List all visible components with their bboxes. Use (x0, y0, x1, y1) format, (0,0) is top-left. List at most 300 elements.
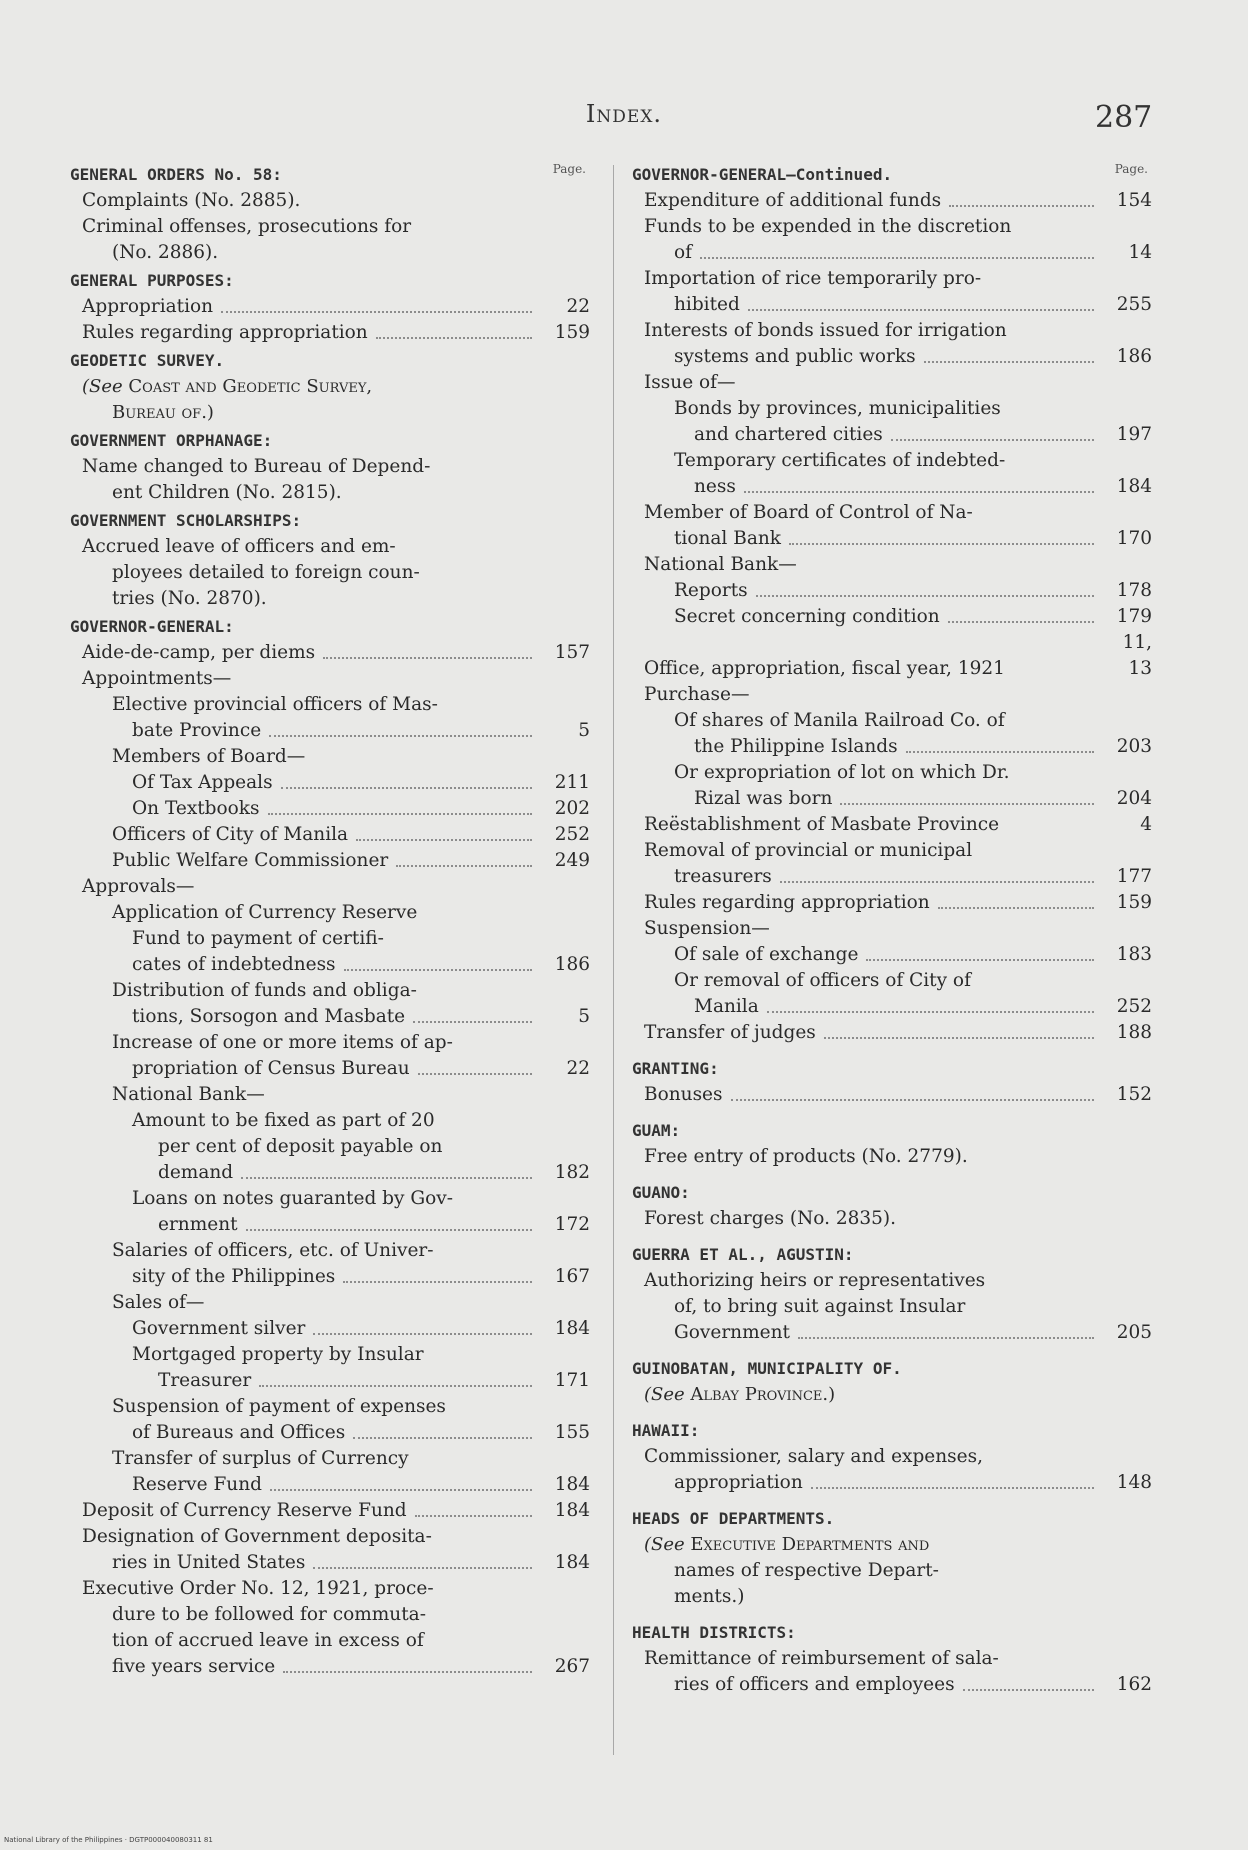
page-reference: 14 (1128, 242, 1152, 263)
index-entry (632, 1646, 1152, 1672)
index-entry (632, 240, 1152, 266)
page-reference: 22 (566, 296, 590, 317)
dot-leader (268, 813, 532, 815)
entry-text: Of sale of exchange (674, 944, 859, 965)
index-entry (632, 994, 1152, 1020)
page-reference: 167 (554, 1266, 590, 1287)
dot-leader (221, 311, 532, 313)
page-reference: 154 (1116, 190, 1152, 211)
dot-leader (866, 959, 1094, 961)
page-reference: 184 (554, 1500, 590, 1521)
index-entry (70, 586, 590, 612)
entry-text: National Bank— (112, 1084, 265, 1105)
entry-text: Suspension— (644, 918, 770, 939)
index-entry (632, 1294, 1152, 1320)
dot-leader (744, 491, 1094, 493)
index-entry (632, 1268, 1152, 1294)
dot-leader (780, 881, 1094, 883)
page-reference: 22 (566, 1058, 590, 1079)
index-entry (70, 1160, 590, 1186)
index-entry (70, 926, 590, 952)
page-reference: 155 (554, 1422, 590, 1443)
entry-text: ness (694, 476, 736, 497)
entry-text: Reëstablishment of Masbate Province (644, 814, 1000, 835)
index-entry (632, 864, 1152, 890)
see-target: Executive Departments and (690, 1534, 930, 1555)
entry-text: tions, Sorsogon and Masbate (132, 1006, 406, 1027)
index-entry (70, 692, 590, 718)
index-entry (70, 1290, 590, 1316)
page-reference: 186 (1116, 346, 1152, 367)
entry-text: cates of indebtedness (132, 954, 336, 975)
entry-text: Importation of rice temporarily pro- (644, 268, 982, 289)
dot-leader (246, 1229, 532, 1231)
dot-leader (415, 1515, 532, 1517)
page-reference: 203 (1116, 736, 1152, 757)
index-entry (632, 708, 1152, 734)
index-entry (70, 320, 590, 346)
see-prefix: (See (644, 1384, 691, 1405)
page-reference: 5 (578, 1006, 590, 1027)
entry-text: Executive Order No. 12, 1921, proce- (82, 1578, 434, 1599)
entry-text: Forest charges (No. 2835). (644, 1208, 897, 1229)
index-entry (632, 1144, 1152, 1170)
column-divider (613, 165, 614, 1755)
dot-leader (840, 803, 1094, 805)
index-entry (632, 318, 1152, 344)
entry-text: Secret concerning condition (674, 606, 940, 627)
index-entry (70, 1212, 590, 1238)
page-reference: 148 (1116, 1472, 1152, 1493)
page-reference: 188 (1116, 1022, 1152, 1043)
entry-text: Complaints (No. 2885). (82, 190, 301, 211)
page-reference: 159 (554, 322, 590, 343)
index-entry (632, 422, 1152, 448)
entry-text: hibited (674, 294, 740, 315)
index-entry (70, 640, 590, 666)
index-entry (70, 1550, 590, 1576)
index-entry (70, 1498, 590, 1524)
index-heading: HEADS OF DEPARTMENTS. (632, 1509, 835, 1528)
see-reference-text (82, 374, 372, 400)
entry-text: Criminal offenses, prosecutions for (82, 216, 412, 237)
dot-leader (891, 439, 1094, 441)
entry-text: Authorizing heirs or representatives (644, 1270, 986, 1291)
entry-text: Accrued leave of officers and em- (82, 536, 396, 557)
index-entry (632, 552, 1152, 578)
index-entry (632, 292, 1152, 318)
index-entry (632, 188, 1152, 214)
entry-text: bate Province (132, 720, 262, 741)
entry-text: Increase of one or more items of ap- (112, 1032, 453, 1053)
dot-leader (356, 839, 532, 841)
dot-leader (269, 735, 532, 737)
entry-text: Reserve Fund (132, 1474, 262, 1495)
entry-text: National Bank— (644, 554, 797, 575)
entry-text: Name changed to Bureau of Depend- (82, 456, 431, 477)
index-entry (632, 370, 1152, 396)
entry-text: ments.) (674, 1586, 745, 1607)
entry-text: Funds to be expended in the discretion (644, 216, 1012, 237)
index-heading: GOVERNOR-GENERAL—Continued. (632, 165, 893, 184)
dot-leader (343, 1281, 532, 1283)
entry-text: Office, appropriation, fiscal year, 1921 (644, 658, 1005, 679)
entry-text: Free entry of products (No. 2779). (644, 1146, 968, 1167)
index-entry (632, 1558, 1152, 1584)
entry-text: Member of Board of Control of Na- (644, 502, 973, 523)
entry-text: five years service (112, 1656, 276, 1677)
entry-text: of, to bring suit against Insular (674, 1296, 966, 1317)
index-entry (632, 1584, 1152, 1610)
entry-text: Government (674, 1322, 790, 1343)
index-entry (70, 1628, 590, 1654)
page-reference: 267 (554, 1656, 590, 1677)
entry-gap (632, 1496, 1152, 1504)
see-reference (632, 1532, 1152, 1558)
index-entry (632, 526, 1152, 552)
index-entry (632, 1020, 1152, 1046)
page-reference: 171 (554, 1370, 590, 1391)
entry-text: Expenditure of additional funds (644, 190, 942, 211)
index-entry (70, 1446, 590, 1472)
index-entry (70, 534, 590, 560)
entry-text: Purchase— (644, 684, 750, 705)
entry-gap (632, 1108, 1152, 1116)
entry-text: Issue of— (644, 372, 736, 393)
dot-leader (924, 361, 1094, 363)
index-entry (70, 1524, 590, 1550)
library-credit: National Library of the Philippines · DGTP000040080311 81 (4, 1836, 213, 1844)
entry-text: Appointments— (82, 668, 232, 689)
index-entry (632, 214, 1152, 240)
entry-text: ries of officers and employees (674, 1674, 955, 1695)
entry-text: Temporary certificates of indebted- (674, 450, 1006, 471)
entry-text: Bonds by provinces, municipalities (674, 398, 1001, 419)
dot-leader (756, 595, 1094, 597)
dot-leader (353, 1437, 532, 1439)
entry-text: ent Children (No. 2815). (112, 482, 342, 503)
entry-text: the Philippine Islands (694, 736, 898, 757)
index-entry (70, 666, 590, 692)
running-title: Index. (585, 100, 663, 128)
dot-leader (731, 1099, 1095, 1101)
index-entry (632, 1470, 1152, 1496)
index-entry (632, 630, 1152, 682)
index-entry (70, 744, 590, 770)
page-reference: 205 (1116, 1322, 1152, 1343)
entry-text: treasurers (674, 866, 772, 887)
page-column-label-right: Page. (1114, 162, 1148, 176)
page-reference: 197 (1116, 424, 1152, 445)
see-prefix: (See (644, 1534, 691, 1555)
entry-text: and chartered cities (694, 424, 883, 445)
entry-gap (632, 1610, 1152, 1618)
page-reference: 255 (1116, 294, 1152, 315)
dot-leader (313, 1567, 532, 1569)
entry-text: Of shares of Manila Railroad Co. of (674, 710, 1005, 731)
dot-leader (938, 907, 1094, 909)
page-reference: 184 (554, 1318, 590, 1339)
index-entry (632, 812, 1152, 838)
dot-leader (948, 621, 1094, 623)
index-entry (70, 240, 590, 266)
page-reference: 252 (554, 824, 590, 845)
entry-text: Members of Board— (112, 746, 306, 767)
index-entry (632, 266, 1152, 292)
entry-text: tion of accrued leave in excess of (112, 1630, 424, 1651)
index-heading: GUANO: (632, 1183, 690, 1202)
see-target: Coast and Geodetic Survey, (128, 376, 373, 397)
index-entry (70, 1472, 590, 1498)
index-entry (70, 770, 590, 796)
entry-text: (No. 2886). (112, 242, 219, 263)
index-entry (632, 500, 1152, 526)
dot-leader (963, 1689, 1094, 1691)
page-reference: 152 (1116, 1084, 1152, 1105)
page-reference: 204 (1116, 788, 1152, 809)
entry-text: demand (158, 1162, 234, 1183)
entry-text: Suspension of payment of expenses (112, 1396, 446, 1417)
entry-text: Removal of provincial or municipal (644, 840, 973, 861)
index-entry (70, 1342, 590, 1368)
page-reference: 184 (554, 1474, 590, 1495)
dot-leader (241, 1177, 532, 1179)
index-entry (70, 560, 590, 586)
entry-text: On Textbooks (132, 798, 260, 819)
page-reference: 178 (1116, 580, 1152, 601)
page-reference: 162 (1116, 1674, 1152, 1695)
dot-leader (824, 1037, 1094, 1039)
page-reference: 249 (554, 850, 590, 871)
page-reference: 184 (1116, 476, 1152, 497)
entry-text: Fund to payment of certifi- (132, 928, 384, 949)
page-reference: 170 (1116, 528, 1152, 549)
entry-text: ployees detailed to foreign coun- (112, 562, 420, 583)
entry-text: Commissioner, salary and expenses, (644, 1446, 983, 1467)
entry-text: Or removal of officers of City of (674, 970, 971, 991)
index-entry (70, 1056, 590, 1082)
entry-text: Loans on notes guaranted by Gov- (132, 1188, 453, 1209)
page-reference: 4 (1140, 814, 1152, 835)
page-reference: 11, 13 (1122, 632, 1152, 679)
index-heading: HAWAII: (632, 1421, 700, 1440)
see-reference-text (644, 1532, 929, 1558)
index-entry (632, 1320, 1152, 1346)
index-entry (70, 718, 590, 744)
dot-leader (259, 1385, 532, 1387)
entry-text: Elective provincial officers of Mas- (112, 694, 438, 715)
entry-text: dure to be followed for commuta- (112, 1604, 426, 1625)
index-entry (632, 578, 1152, 604)
entry-text: Application of Currency Reserve (112, 902, 418, 923)
index-entry (70, 1134, 590, 1160)
page-reference: 172 (554, 1214, 590, 1235)
page-number: 287 (1095, 100, 1153, 135)
dot-leader (798, 1337, 1094, 1339)
index-entry (632, 682, 1152, 708)
index-entry (70, 1264, 590, 1290)
page-reference: 186 (554, 954, 590, 975)
index-entry (70, 294, 590, 320)
index-entry (70, 1394, 590, 1420)
page-reference: 202 (554, 798, 590, 819)
entry-text: Aide-de-camp, per diems (82, 642, 316, 663)
dot-leader (281, 787, 532, 789)
entry-text: Approvals— (82, 876, 195, 897)
index-heading: GENERAL PURPOSES: (70, 271, 234, 290)
index-entry (632, 448, 1152, 474)
index-entry (632, 890, 1152, 916)
index-entry (70, 1108, 590, 1134)
entry-gap (632, 1170, 1152, 1178)
dot-leader (323, 657, 532, 659)
entry-text: ries in United States (112, 1552, 306, 1573)
dot-leader (418, 1073, 532, 1075)
see-reference-text (644, 1382, 835, 1408)
index-entry (70, 796, 590, 822)
entry-text: Deposit of Currency Reserve Fund (82, 1500, 407, 1521)
index-entry (70, 1368, 590, 1394)
index-entry (70, 1030, 590, 1056)
entry-text: Transfer of surplus of Currency (112, 1448, 409, 1469)
entry-text: of (674, 242, 692, 263)
dot-leader (313, 1333, 532, 1335)
see-reference (70, 400, 590, 426)
index-entry (632, 474, 1152, 500)
entry-text: Manila (694, 996, 759, 1017)
page-reference: 177 (1116, 866, 1152, 887)
entry-text: Mortgaged property by Insular (132, 1344, 424, 1365)
see-prefix: (See (82, 376, 129, 397)
entry-text: Reports (674, 580, 748, 601)
entry-gap (632, 1408, 1152, 1416)
entry-text: Rules regarding appropriation (644, 892, 930, 913)
index-entry (70, 1004, 590, 1030)
index-entry (70, 874, 590, 900)
entry-text: Rizal was born (694, 788, 833, 809)
index-entry (70, 1186, 590, 1212)
entry-text: systems and public works (674, 346, 916, 367)
entry-text: names of respective Depart- (674, 1560, 939, 1581)
page-reference: 182 (554, 1162, 590, 1183)
index-entry (70, 848, 590, 874)
index-entry (632, 734, 1152, 760)
page-reference: 157 (554, 642, 590, 663)
index-entry (632, 1206, 1152, 1232)
page-reference: 179 (1116, 606, 1152, 627)
index-entry (70, 1576, 590, 1602)
entry-text: Treasurer (158, 1370, 252, 1391)
see-reference (632, 1382, 1152, 1408)
right-column (632, 160, 1152, 1698)
dot-leader (767, 1011, 1094, 1013)
entry-text: Appropriation (82, 296, 214, 317)
index-heading: GEODETIC SURVEY. (70, 351, 225, 370)
index-heading: HEALTH DISTRICTS: (632, 1623, 796, 1642)
page-column-label-left: Page. (552, 162, 586, 176)
index-entry (632, 942, 1152, 968)
page-reference: 252 (1116, 996, 1152, 1017)
entry-text: Bonuses (644, 1084, 723, 1105)
index-entry (70, 454, 590, 480)
index-entry (70, 1316, 590, 1342)
index-heading: GUINOBATAN, MUNICIPALITY OF. (632, 1359, 902, 1378)
entry-text: Amount to be fixed as part of 20 (132, 1110, 435, 1131)
index-entry (632, 1672, 1152, 1698)
entry-text: Salaries of officers, etc. of Univer- (112, 1240, 434, 1261)
entry-text: per cent of deposit payable on (158, 1136, 443, 1157)
dot-leader (949, 205, 1094, 207)
entry-text: tries (No. 2870). (112, 588, 267, 609)
entry-text: Government silver (132, 1318, 306, 1339)
entry-text: tional Bank (674, 528, 781, 549)
dot-leader (283, 1671, 532, 1673)
page-reference: 159 (1116, 892, 1152, 913)
dot-leader (396, 865, 532, 867)
index-heading: GOVERNMENT SCHOLARSHIPS: (70, 511, 302, 530)
page-reference: 184 (554, 1552, 590, 1573)
index-entry (632, 968, 1152, 994)
entry-text: Of Tax Appeals (132, 772, 273, 793)
index-entry (632, 396, 1152, 422)
index-heading: GENERAL ORDERS No. 58: (70, 165, 282, 184)
entry-text: of Bureaus and Offices (132, 1422, 346, 1443)
entry-text: Remittance of reimbursement of sala- (644, 1648, 999, 1669)
index-entry (70, 1420, 590, 1446)
entry-text: ernment (158, 1214, 238, 1235)
index-entry (70, 952, 590, 978)
see-target: Bureau of.) (112, 402, 214, 423)
dot-leader (789, 543, 1094, 545)
dot-leader (906, 751, 1094, 753)
entry-gap (632, 1232, 1152, 1240)
entry-text: Sales of— (112, 1292, 205, 1313)
index-heading: GRANTING: (632, 1059, 719, 1078)
entry-text: propriation of Census Bureau (132, 1058, 410, 1079)
index-entry (70, 900, 590, 926)
index-entry (70, 480, 590, 506)
index-entry (70, 214, 590, 240)
entry-text: Or expropriation of lot on which Dr. (674, 762, 1010, 783)
index-entry (70, 1082, 590, 1108)
index-entry (632, 760, 1152, 786)
index-entry (70, 1654, 590, 1680)
dot-leader (376, 337, 532, 339)
entry-gap (632, 1346, 1152, 1354)
index-entry (70, 188, 590, 214)
index-entry (70, 1602, 590, 1628)
left-column (70, 160, 590, 1680)
index-heading: GOVERNOR-GENERAL: (70, 617, 234, 636)
dot-leader (270, 1489, 532, 1491)
entry-text: Designation of Government deposita- (82, 1526, 432, 1547)
page-reference: 211 (554, 772, 590, 793)
index-entry (70, 1238, 590, 1264)
index-entry (632, 604, 1152, 630)
index-entry (70, 822, 590, 848)
index-entry (632, 786, 1152, 812)
entry-text: Officers of City of Manila (112, 824, 349, 845)
see-reference-text (112, 400, 214, 426)
entry-text: Interests of bonds issued for irrigation (644, 320, 1007, 341)
entry-text: Rules regarding appropriation (82, 322, 368, 343)
dot-leader (344, 969, 532, 971)
see-target: Albay Province.) (690, 1384, 836, 1405)
entry-text: appropriation (674, 1472, 803, 1493)
entry-text: Public Welfare Commissioner (112, 850, 389, 871)
index-entry (70, 978, 590, 1004)
index-entry (632, 838, 1152, 864)
